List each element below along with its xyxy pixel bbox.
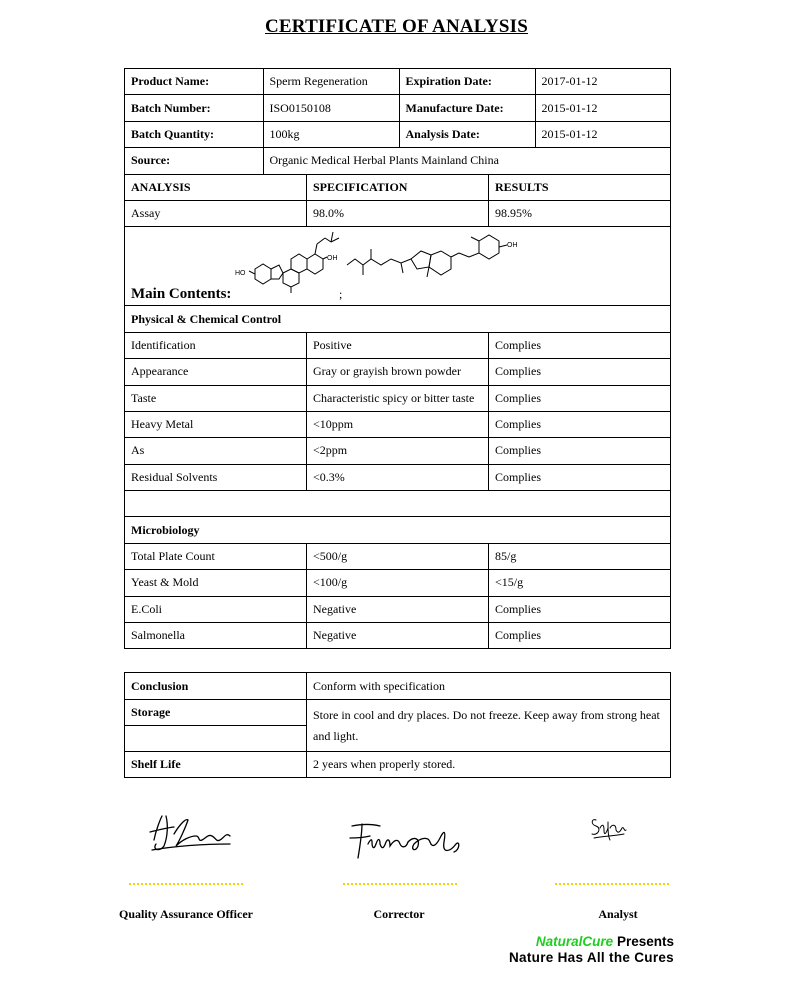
qa-signature-line [129,883,243,885]
table-row [125,385,671,411]
table-row [125,332,671,358]
row-name: Appearance [125,359,307,385]
brand-line [536,934,674,949]
row-spec: Positive [307,332,489,358]
ho-label: HO [235,270,246,278]
row-result: Complies [489,385,671,411]
analysis-header: ANALYSIS [125,174,307,200]
row-result: Complies [489,411,671,437]
product-name-label: Product Name: [125,69,263,94]
vitamin-d-structure-image [345,233,555,299]
analysis-date-value: 2015-01-12 [541,126,598,141]
table-row [125,623,671,649]
row-result: Complies [489,464,671,490]
batch-number-value: ISO0150108 [263,95,399,120]
source-value: Organic Medical Herbal Plants Mainland China [269,153,499,168]
table-row [125,411,671,437]
row-result: Complies [489,438,671,464]
batch-quantity-value: 100kg [263,122,399,147]
row-spec: <100/g [307,570,489,596]
table-row [125,359,671,385]
expiration-date-label: Expiration Date: [399,69,535,94]
main-contents-separator: ; [339,287,343,302]
summary-table [124,672,671,778]
row-name: Taste [125,385,307,411]
brand-name: NaturalCure [535,934,614,949]
table-row [125,596,671,622]
storage-value [307,700,671,752]
row-result: Complies [489,623,671,649]
analyst-signature-line [555,883,669,885]
corrector-signature-image [348,820,466,862]
shelf-life-label: Shelf Life [125,752,307,778]
row-name: Salmonella [125,623,307,649]
oh-label-1: OH [327,255,338,263]
storage-line-1: Store in cool and dry places. Do not freeze. Keep away from strong heat [313,707,660,722]
physical-section-title: Physical & Chemical Control [125,306,671,332]
row-spec: <500/g [307,543,489,569]
row-result: Complies [489,596,671,622]
row-name: E.Coli [125,596,307,622]
conclusion-label: Conclusion [125,673,307,700]
brand-presents: Presents [613,934,674,949]
product-name-value: Sperm Regeneration [263,69,399,94]
conclusion-value: Conform with specification [307,673,671,700]
analyst-label: Analyst [598,907,638,921]
storage-label: Storage [125,700,307,726]
row-result: Complies [489,359,671,385]
row-result: 85/g [489,543,671,569]
row-name: Yeast & Mold [125,570,307,596]
analysis-date-label: Analysis Date: [399,122,535,147]
main-contents-label: Main Contents: [131,286,232,303]
row-result: Complies [489,332,671,358]
row-name: Heavy Metal [125,411,307,437]
assay-name: Assay [125,200,307,226]
manufacture-date-value: 2015-01-12 [541,100,598,115]
microbiology-section-title: Microbiology [125,517,671,543]
analysis-table [124,68,671,649]
oh-label-2: OH [507,242,518,250]
row-spec: <10ppm [307,411,489,437]
coumestan-structure-image [235,229,345,297]
main-contents-cell [125,227,671,306]
document-title: CERTIFICATE OF ANALYSIS [265,16,528,37]
qa-officer-label: Quality Assurance Officer [119,907,253,921]
row-spec: Negative [307,596,489,622]
row-name: Identification [125,332,307,358]
table-row [125,543,671,569]
source-label: Source: [125,148,263,173]
table-row [125,200,671,226]
table-row [125,570,671,596]
expiration-date-value: 2017-01-12 [541,74,598,89]
row-spec: Gray or grayish brown powder [307,359,489,385]
corrector-label: Corrector [373,907,425,921]
assay-result: 98.95% [489,200,671,226]
row-result: <15/g [489,570,671,596]
row-spec: <0.3% [307,464,489,490]
shelf-life-value: 2 years when properly stored. [307,752,671,778]
manufacture-date-label: Manufacture Date: [399,95,535,120]
corrector-signature-line [343,883,457,885]
storage-empty-cell [125,726,307,752]
brand-tagline: Nature Has All the Cures [509,950,674,965]
batch-number-label: Batch Number: [125,95,263,120]
assay-spec: 98.0% [307,200,489,226]
empty-spacer-row [125,491,671,517]
table-row [125,464,671,490]
row-spec: Negative [307,623,489,649]
specification-header: SPECIFICATION [307,174,489,200]
table-row [125,438,671,464]
qa-signature-image [146,810,236,856]
row-spec: <2ppm [307,438,489,464]
row-name: Residual Solvents [125,464,307,490]
row-spec: Characteristic spicy or bitter taste [307,385,489,411]
storage-line-2: and light. [313,728,359,743]
analyst-signature-image [588,814,628,844]
batch-quantity-label: Batch Quantity: [125,122,263,147]
results-header: RESULTS [489,174,671,200]
row-name: Total Plate Count [125,543,307,569]
row-name: As [125,438,307,464]
